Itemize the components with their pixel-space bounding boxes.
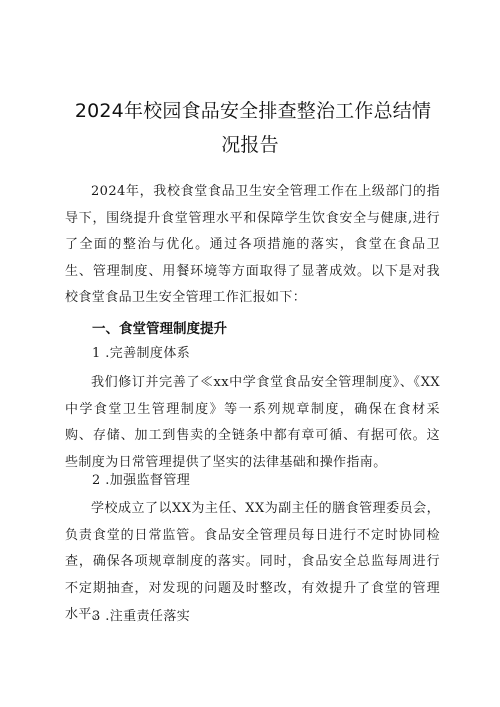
section-1-heading: 一、食堂管理制度提升 (92, 321, 227, 337)
document-title-line-2: 况报告 (221, 134, 279, 156)
subsection-3-heading: 3 .注重责任落实 (92, 609, 191, 624)
subsection-1-heading: 1 .完善制度体系 (92, 346, 191, 361)
subsection-2-heading: 2 .加强监督管理 (92, 473, 191, 488)
intro-paragraph: 2024年，我校食堂食品卫生安全管理工作在上级部门的指导下，围绕提升食堂管理水平和保障学生饮食安全与健康,进行了全面的整治与优化。通过各项措施的落实，食堂在食品卫生、管理制度、用餐环境等方面取得了显著成效。以下是对我校食堂食品卫生安全管理工作汇报如下： (65, 184, 440, 305)
subsection-2-paragraph: 学校成立了以XX为主任、XX为副主任的膳食管理委员会，负责食堂的日常监管。食品安全管理员每日进行不定时协同检查，确保各项规章制度的落实。同时，食品安全总监每周进行不定期抽查，对发现的问题及时整改，有效提升了食堂的管理水平。 (65, 501, 440, 622)
subsection-1-paragraph: 我们修订并完善了≪xx中学食堂食品安全管理制度》、《XX中学食堂卫生管理制度》等一系列规章制度，确保在食材采购、存储、加工到售卖的全链条中都有章可循、有据可依。这些制度为日常管理提供了坚实的法律基础和操作指南。 (65, 375, 440, 470)
document-title-line-1: 2024年校园食品安全排查整治工作总结情 (74, 100, 432, 122)
